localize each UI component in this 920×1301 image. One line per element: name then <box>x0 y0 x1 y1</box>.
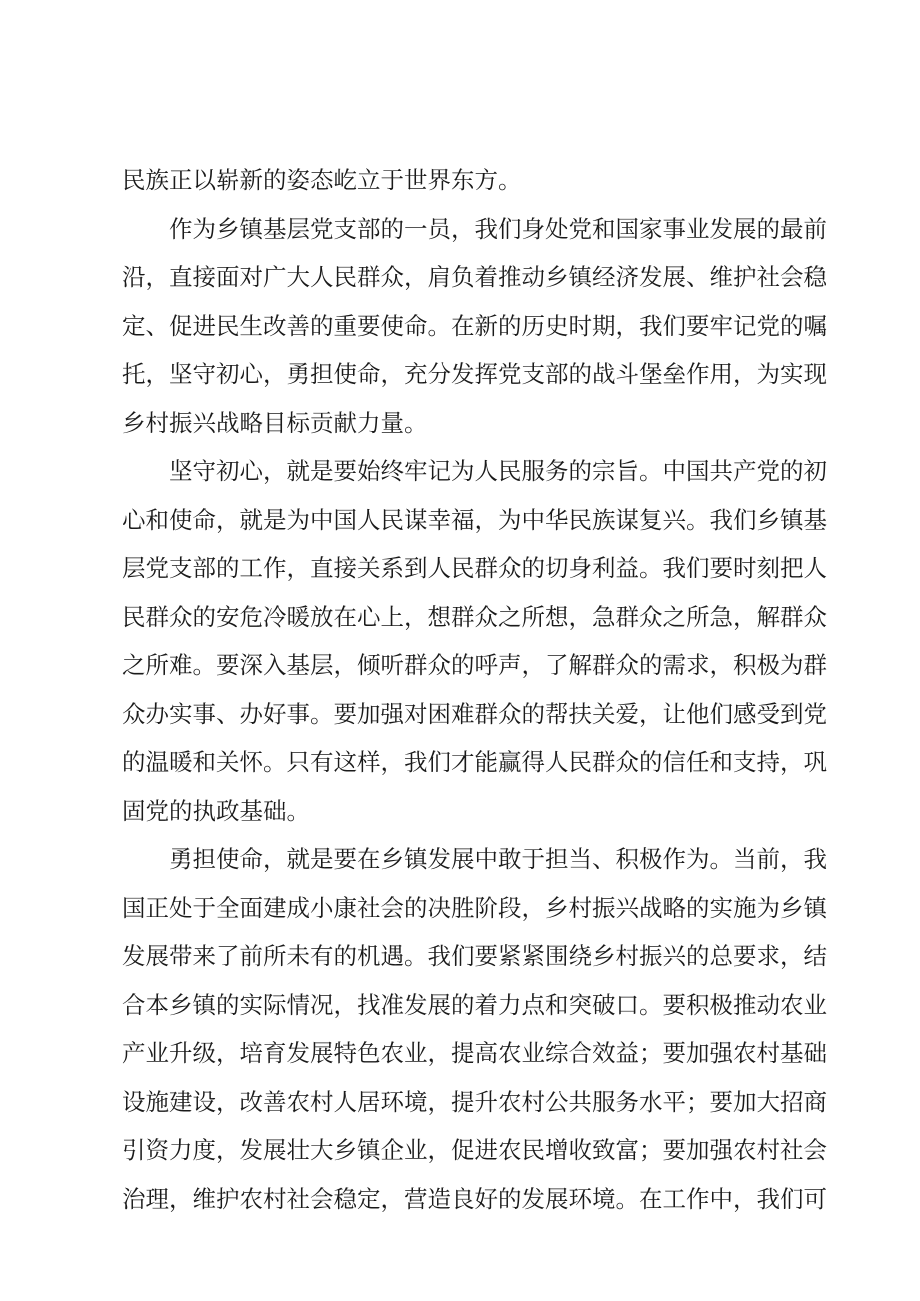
paragraph <box>122 205 827 448</box>
paragraph <box>122 835 827 1223</box>
paragraph-line: 治理，维护农村社会稳定，营造良好的发展环境。在工作中，我们可 <box>122 1184 827 1213</box>
paragraph-line: 层党支部的工作，直接关系到人民群众的切身利益。我们要时刻把人 <box>122 554 827 582</box>
paragraph <box>122 447 827 835</box>
paragraph-line: 定、促进民生改善的重要使命。在新的历史时期，我们要牢记党的嘱 <box>122 311 827 340</box>
paragraph-line: 坚守初心，就是要始终牢记为人民服务的宗旨。中国共产党的初 <box>169 457 827 485</box>
paragraph-line: 沿，直接面对广大人民群众，肩负着推动乡镇经济发展、维护社会稳 <box>122 263 827 291</box>
paragraph-line: 众办实事、办好事。要加强对困难群众的帮扶关爱，让他们感受到党 <box>122 699 827 728</box>
paragraph-line: 固党的执政基础。 <box>122 796 310 825</box>
paragraph-line: 勇担使命，就是要在乡镇发展中敢于担当、积极作为。当前，我 <box>169 845 827 873</box>
paragraph-line: 发展带来了前所未有的机遇。我们要紧紧围绕乡村振兴的总要求，结 <box>122 942 827 970</box>
paragraph-line: 心和使命，就是为中国人民谋幸福，为中华民族谋复兴。我们乡镇基 <box>122 505 827 534</box>
paragraph-line: 产业升级，培育发展特色农业，提高农业综合效益；要加强农村基础 <box>122 1039 827 1067</box>
paragraph <box>122 156 810 205</box>
paragraph-line: 合本乡镇的实际情况，找准发展的着力点和突破口。要积极推动农业 <box>122 990 827 1019</box>
paragraph-line: 民族正以崭新的姿态屹立于世界东方。 <box>122 166 522 194</box>
paragraph-line: 引资力度，发展壮大乡镇企业，促进农民增收致富；要加强农村社会 <box>122 1136 827 1164</box>
paragraph-line: 国正处于全面建成小康社会的决胜阶段，乡村振兴战略的实施为乡镇 <box>122 893 827 922</box>
paragraph-line: 乡村振兴战略目标贡献力量。 <box>122 408 428 437</box>
document-body <box>122 156 827 1223</box>
paragraph-line: 民群众的安危冷暖放在心上，想群众之所想，急群众之所急，解群众 <box>122 602 827 631</box>
paragraph-line: 之所难。要深入基层，倾听群众的呼声，了解群众的需求，积极为群 <box>122 651 827 679</box>
paragraph-line: 的温暖和关怀。只有这样，我们才能赢得人民群众的信任和支持，巩 <box>122 748 827 776</box>
paragraph-line: 设施建设，改善农村人居环境，提升农村公共服务水平；要加大招商 <box>122 1087 827 1116</box>
paragraph-line: 托，坚守初心，勇担使命，充分发挥党支部的战斗堡垒作用，为实现 <box>122 360 827 388</box>
paragraph-line: 作为乡镇基层党支部的一员，我们身处党和国家事业发展的最前 <box>169 214 827 243</box>
